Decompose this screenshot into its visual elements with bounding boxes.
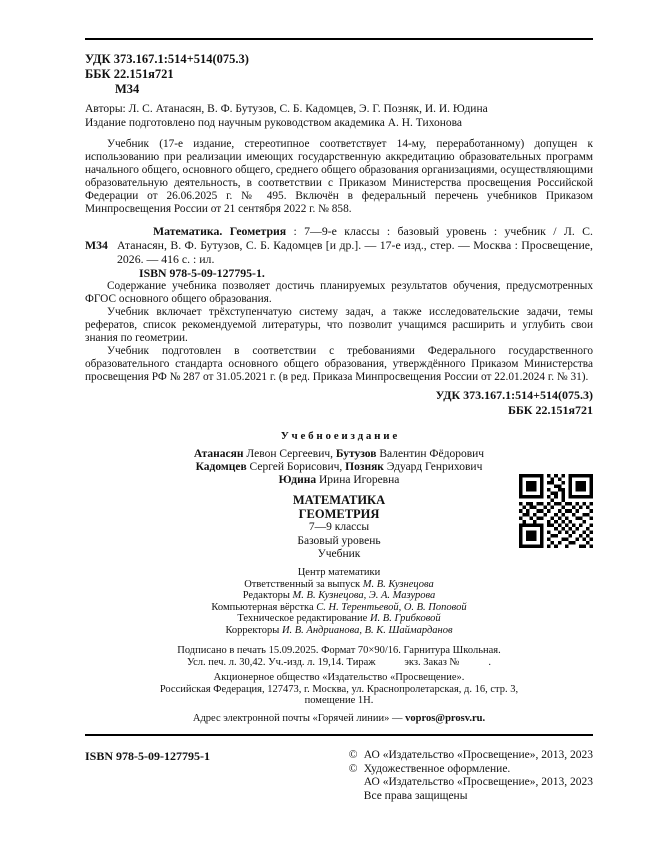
author-name: Левон Сергеевич, <box>243 448 336 460</box>
supervision-line: Издание подготовлено под научным руководством академика А. Н. Тихонова <box>85 117 463 129</box>
author-name: Сергей Борисович, <box>246 461 346 473</box>
book-title-block <box>85 494 593 562</box>
catalog-card-isbn: ISBN 978-5-09-127795-1. <box>139 266 265 280</box>
bbk-code-right: ББК 22.151я721 <box>507 403 593 417</box>
catalog-card-code: М34 <box>85 238 108 252</box>
print-imprint <box>85 645 593 724</box>
staff-names: М. В. Кузнецова, Э. А. Мазурова <box>292 590 436 601</box>
publishing-center-label: Центр математики <box>297 566 381 578</box>
copyright-text: Художественное оформление. <box>363 762 511 775</box>
staff-role: Корректоры <box>225 624 282 636</box>
edition-heading: У ч е б н о е и з д а н и е <box>280 430 398 442</box>
staff-names: И. В. Андрианова, В. К. Шаймарданов <box>281 624 453 636</box>
top-rule <box>85 38 593 40</box>
staff-role: Редакторы <box>242 590 293 601</box>
staff-role: Компьютерная вёрстка <box>211 601 317 613</box>
isbn-footer: ISBN 978-5-09-127795-1 <box>85 749 210 763</box>
udk-code: УДК 373.167.1:514+514(075.3) <box>85 52 249 66</box>
catalog-card-title: Математика. Геометрия <box>153 224 287 238</box>
edition-author-line <box>85 448 593 461</box>
staff-line <box>85 625 593 637</box>
copyright-line <box>349 776 593 790</box>
copyright-symbol: © <box>348 762 358 775</box>
print-info-line-1: Подписано в печать 15.09.2025. Формат 70×90/16. Гарнитура Школьная. <box>177 645 501 656</box>
hotline-email-address: vopros@prosv.ru. <box>405 712 486 724</box>
copyright-block <box>349 749 593 803</box>
staff-names: М. В. Кузнецова <box>362 578 434 590</box>
author-surname: Позняк <box>345 461 384 473</box>
book-grades: 7—9 классы <box>308 521 370 533</box>
copyright-symbol <box>349 790 364 804</box>
hotline-email-label: Адрес электронной почты «Горячей линии» — <box>192 712 406 724</box>
copyright-line <box>349 763 593 777</box>
author-surname: Атанасян <box>193 448 244 460</box>
author-name: Валентин Фёдорович <box>376 448 485 460</box>
annotation-paragraph-3: Учебник подготовлен в соответствии с требованиями Федерального государственного образовательного стандарта основного общего образования, утверждённого Приказом Министерства просвещения РФ № 287 от 31.05.2021 г. (в ред. Приказа Минпросвещения России от 22.01.2024 г. № 31). <box>85 345 593 383</box>
udk-code-right: УДК 373.167.1:514+514(075.3) <box>435 388 593 402</box>
author-surname: Бутузов <box>335 448 377 460</box>
classification-codes <box>85 52 593 97</box>
staff-line <box>85 590 593 602</box>
staff-block <box>85 567 593 637</box>
catalog-card-description: : 7—9-е классы : базовый уровень : учебник / Л. С. Атанасян, В. Ф. Бутузов, С. Б. Кадомцев [и др.]. — 17-е изд., стер. — Москва : Просвещение, 2026. — 416 с. : ил. <box>117 224 594 266</box>
author-name: Эдуард Генрихович <box>383 461 483 473</box>
catalog-card-entry <box>117 224 593 266</box>
author-surname: Кадомцев <box>195 461 247 473</box>
annotation-paragraph-1: Содержание учебника позволяет достичь планируемых результатов обучения, предусмотренных ФГОС основного общего образования. <box>85 280 593 305</box>
edition-author-line <box>85 474 593 487</box>
classification-codes-right <box>85 388 593 418</box>
edition-author-line <box>85 461 593 474</box>
book-level: Базовый уровень <box>297 534 381 547</box>
publisher-address-line-2: помещение 1Н. <box>304 695 374 706</box>
copyright-line <box>349 749 593 763</box>
staff-names: С. Н. Терентьевой, О. В. Поповой <box>316 601 467 613</box>
edition-section <box>85 430 593 636</box>
publisher-name: Акционерное общество «Издательство «Просвещение». <box>213 672 465 683</box>
book-kind: Учебник <box>317 548 361 560</box>
qr-code-image <box>519 474 593 548</box>
copyright-symbol: © <box>348 749 358 761</box>
hotline-email-line <box>85 713 593 725</box>
staff-line <box>85 613 593 625</box>
copyright-text: АО «Издательство «Просвещение», 2013, 2023 <box>363 776 593 788</box>
footer <box>85 734 593 803</box>
catalog-card <box>85 224 593 280</box>
staff-role: Техническое редактирование <box>237 613 370 624</box>
book-title-line-1: МАТЕМАТИКА <box>292 493 386 507</box>
annotation-paragraph-2: Учебник включает трёхступенчатую систему задач, а также исследовательские задачи, темы рефератов, список рекомендуемой литературы, что позволит учащимся расширить и углубить свои знания по геометрии. <box>85 306 593 344</box>
author-name: Ирина Игоревна <box>316 474 400 486</box>
publisher-address-line-1: Российская Федерация, 127473, г. Москва, ул. Краснопролетарская, д. 16, стр. 3, <box>159 683 519 695</box>
copyright-text: Все права защищены <box>363 789 468 802</box>
bbk-code: ББК 22.151я721 <box>85 67 174 81</box>
copyright-line <box>349 790 593 804</box>
approval-paragraph: Учебник (17-е издание, стереотипное соответствует 14-му, переработанному) допущен к использованию при реализации имеющих государственную аккредитацию образовательных программ начального общего, основного общего, среднего общего образования организациями, осуществляющими образовательную деятельность, в соответствии с Приказом Министерства просвещения Российской Федерации от 26.06.2025 г. № 495. Включён в федеральный перечень учебников Приказом Минпросвещения России от 21 сентября 2022 г. № 858. <box>85 138 593 215</box>
copyright-symbol <box>349 776 364 790</box>
print-info-line-2: Усл. печ. л. 30,42. Уч.-изд. л. 19,14. Тираж экз. Заказ № . <box>186 656 492 668</box>
staff-line <box>85 602 593 614</box>
author-surname: Юдина <box>278 474 317 486</box>
author-sign-code: М34 <box>115 82 140 96</box>
authors-line: Авторы: Л. С. Атанасян, В. Ф. Бутузов, С. Б. Кадомцев, Э. Г. Позняк, И. И. Юдина <box>85 103 488 115</box>
staff-role: Ответственный за выпуск <box>244 578 363 590</box>
staff-names: И. В. Грибковой <box>369 613 441 624</box>
book-title-line-2: ГЕОМЕТРИЯ <box>298 506 380 521</box>
staff-line <box>85 579 593 591</box>
copyright-text: АО «Издательство «Просвещение», 2013, 2023 <box>363 749 593 761</box>
